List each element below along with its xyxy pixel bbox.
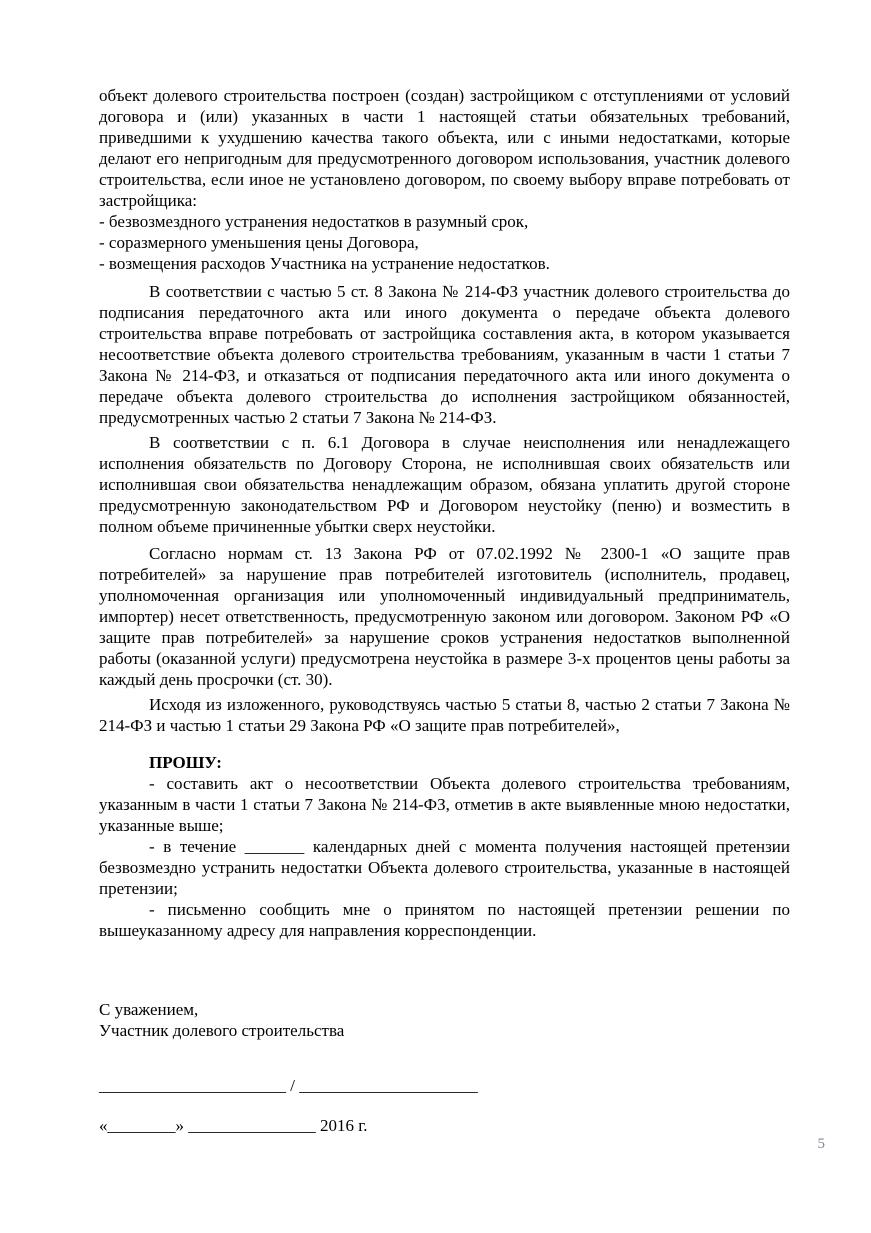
paragraph-contract-penalty: В соответствии с п. 6.1 Договора в случае неисполнения или ненадлежащего исполнения обязательств по Договору Сторона, не исполнившая своих обязательств или исполнившая свои обязательства ненадлежащим образом, обязана уплатить другой стороне предусмотренную законодательством РФ и Договором неустойку (пеню) и возместить в полном объеме причиненные убытки сверх неустойки. [99,433,790,536]
request-item-fix-defects: - в течение _______ календарных дней с момента получения настоящей претензии безвозмездно устранить недостатки Объекта долевого строительства, указанные в настоящей претензии; [99,837,790,898]
closing-signatory: Участник долевого строительства [99,1021,345,1040]
date-line: «________» _______________ 2016 г. [99,1116,368,1135]
paragraph-consumer-rights: Согласно нормам ст. 13 Закона РФ от 07.02.1992 № 2300-1 «О защите прав потребителей» за нарушение прав потребителей изготовитель (исполнитель, продавец, уполномоченная организация или уполномоченный индивидуальный предприниматель, импортер) несет ответственность, предусмотренную законом или договором. Законом РФ «О защите прав потребителей» за нарушение сроков устранения недостатков выполненной работы (оказанной услуги) предусмотрена неустойка в размере 3-х процентов цены работы за каждый день просрочки (ст. 30). [99,544,790,689]
page-number: 5 [817,1136,825,1152]
paragraph-conclusion: Исходя из изложенного, руководствуясь частью 5 статьи 8, частью 2 статьи 7 Закона № 214-ФЗ и частью 1 статьи 29 Закона РФ «О защите прав потребителей», [99,695,790,735]
closing-block [99,999,790,1136]
request-item-written-reply: - письменно сообщить мне о принятом по настоящей претензии решении по вышеуказанному адресу для направления корреспонденции. [99,900,790,940]
paragraph-continuation: объект долевого строительства построен (создан) застройщиком с отступлениями от условий договора и (или) указанных в части 1 настоящей статьи обязательных требований, приведшими к ухудшению качества такого объекта, или с иными недостатками, которые делают его непригодным для предусмотренного договором использования, участник долевого строительства, если иное не установлено договором, по своему выбору вправе потребовать от застройщика: [99,86,790,210]
request-item-draft-act: - составить акт о несоответствии Объекта долевого строительства требованиям, указанным в части 1 статьи 7 Закона № 214-ФЗ, отметив в акте выявленные мною недостатки, указанные выше; [99,774,790,835]
closing-salutation: С уважением, [99,1000,199,1019]
paragraph-law-214fz-act: В соответствии с частью 5 ст. 8 Закона № 214-ФЗ участник долевого строительства до подписания передаточного акта или иного документа о передаче объекта долевого строительства вправе потребовать от застройщика составления акта, в котором указывается несоответствие объекта долевого строительства требованиям, указанным в части 1 статьи 7 Закона № 214-ФЗ, и отказаться от подписания передаточного акта или иного документа о передаче объекта долевого строительства до исполнения застройщиком обязанностей, предусмотренных частью 2 статьи 7 Закона № 214-ФЗ. [99,282,790,427]
remedy-item-price-reduction: - соразмерного уменьшения цены Договора, [99,233,419,252]
request-heading: ПРОШУ: [149,753,222,772]
signature-line: ______________________ / _____________________ [99,1076,478,1095]
remedy-item-free-repair: - безвозмездного устранения недостатков в разумный срок, [99,212,529,231]
document-body [99,85,790,1136]
remedy-item-cost-reimbursement: - возмещения расходов Участника на устранение недостатков. [99,254,550,273]
